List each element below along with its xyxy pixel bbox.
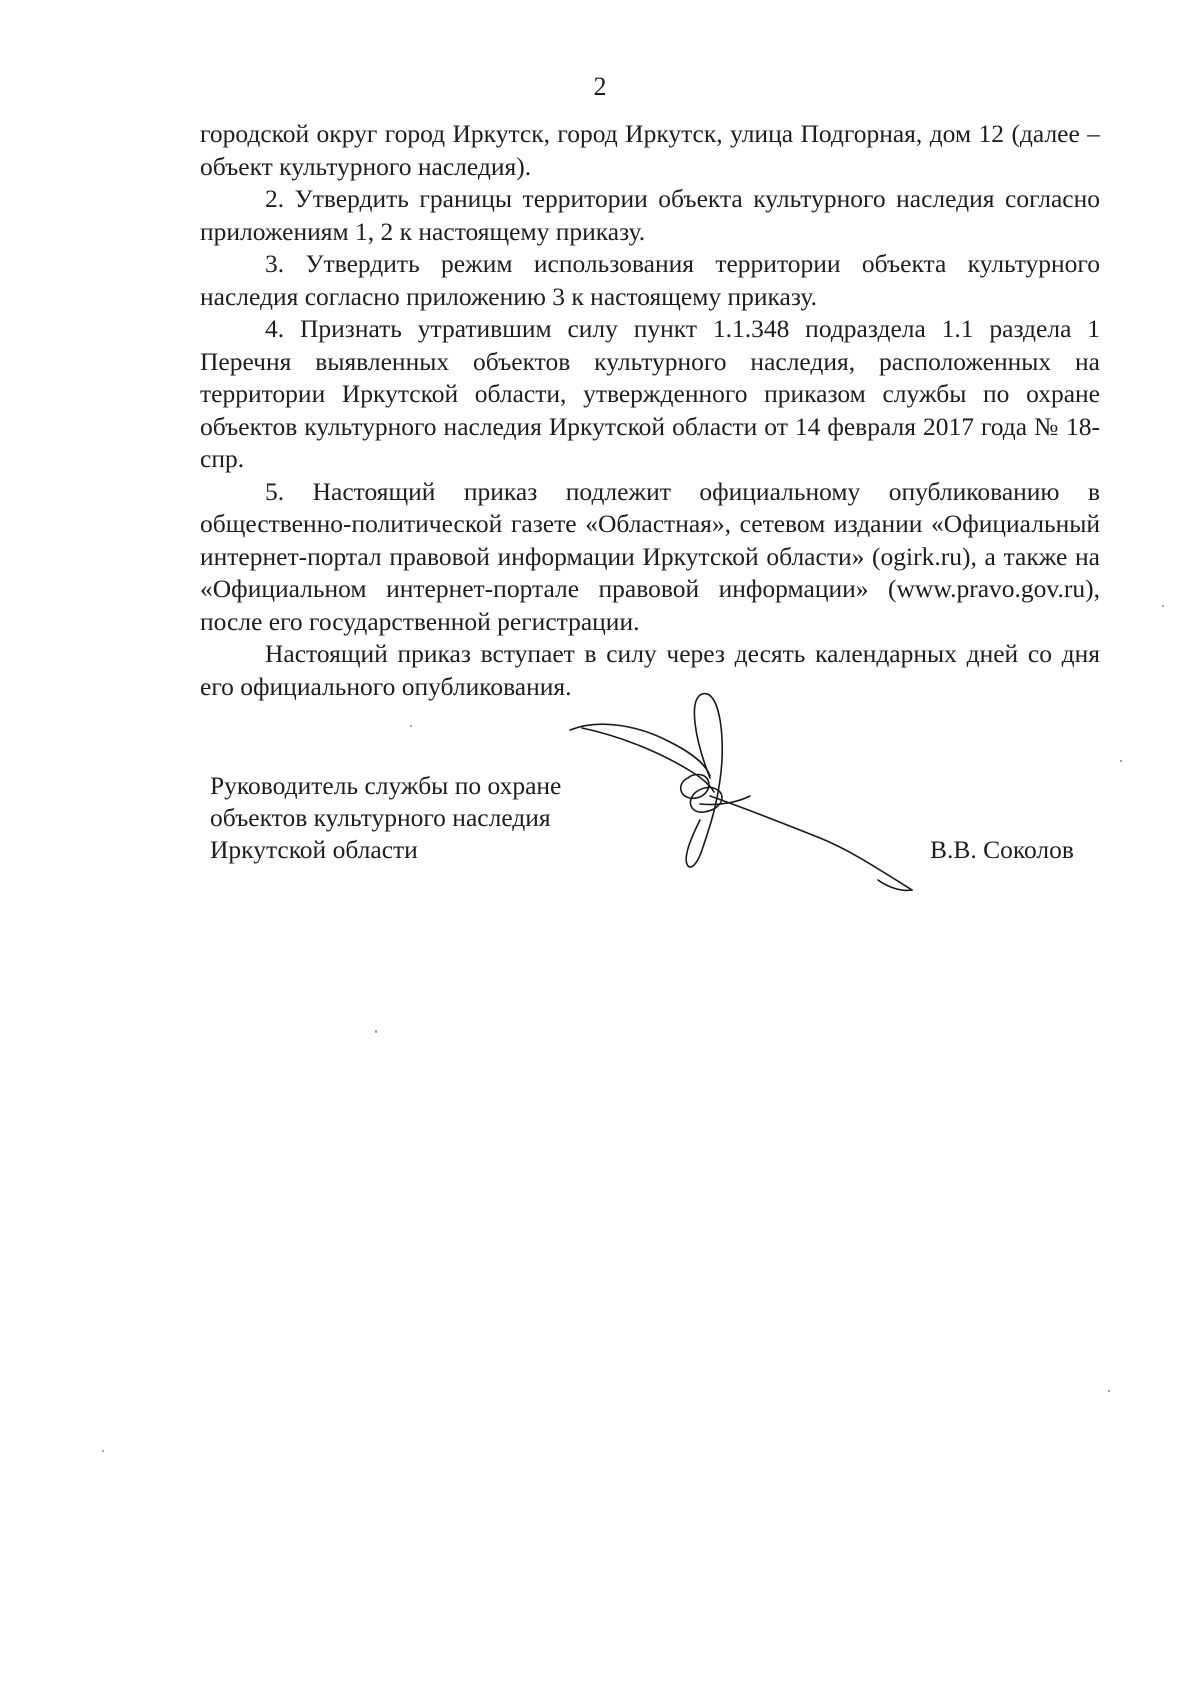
document-body <box>200 118 1100 703</box>
scan-speck <box>375 1030 377 1033</box>
signatory-name: В.В. Соколов <box>930 835 1074 864</box>
paragraph-effective-date: Настоящий приказ вступает в силу через десять календарных дней со дня его официального опубликования. <box>200 639 1100 701</box>
signatory-position <box>210 770 561 866</box>
handwritten-signature <box>560 680 920 940</box>
paragraph-continuation: городской округ город Иркутск, город Иркутск, улица Подгорная, дом 12 (далее – объект культурного наследия). <box>200 119 1100 181</box>
scan-speck <box>1108 1390 1110 1392</box>
paragraph-item-3: 3. Утвердить режим использования территории объекта культурного наследия согласно приложению 3 к настоящему приказу. <box>200 249 1100 311</box>
scan-speck <box>1120 760 1122 762</box>
page-number: 2 <box>593 72 607 101</box>
scan-speck <box>1162 605 1164 607</box>
signatory-position-line: Иркутской области <box>210 835 418 864</box>
paragraph-item-5: 5. Настоящий приказ подлежит официальному опубликованию в общественно-политической газете «Областная», сетевом издании «Официальный интернет-портал правовой информации Иркутской области» (ogirk.ru), а также на «Официальном интернет-портале правовой информации» (www.pravo.gov.ru), после его государственной регистрации. <box>200 476 1100 636</box>
paragraph-item-4: 4. Признать утратившим силу пункт 1.1.348 подраздела 1.1 раздела 1 Перечня выявленных объектов культурного наследия, расположенных на территории Иркутской области, утвержденного приказом службы по охране объектов культурного наследия Иркутской области от 14 февраля 2017 года № 18-спр. <box>200 314 1100 473</box>
paragraph-item-2: 2. Утвердить границы территории объекта культурного наследия согласно приложениям 1, 2 к настоящему приказу. <box>200 184 1100 246</box>
scan-speck <box>410 725 412 727</box>
signatory-position-line: Руководитель службы по охране <box>210 771 562 800</box>
signatory-position-line: объектов культурного наследия <box>210 803 551 832</box>
scan-speck <box>102 1450 104 1452</box>
